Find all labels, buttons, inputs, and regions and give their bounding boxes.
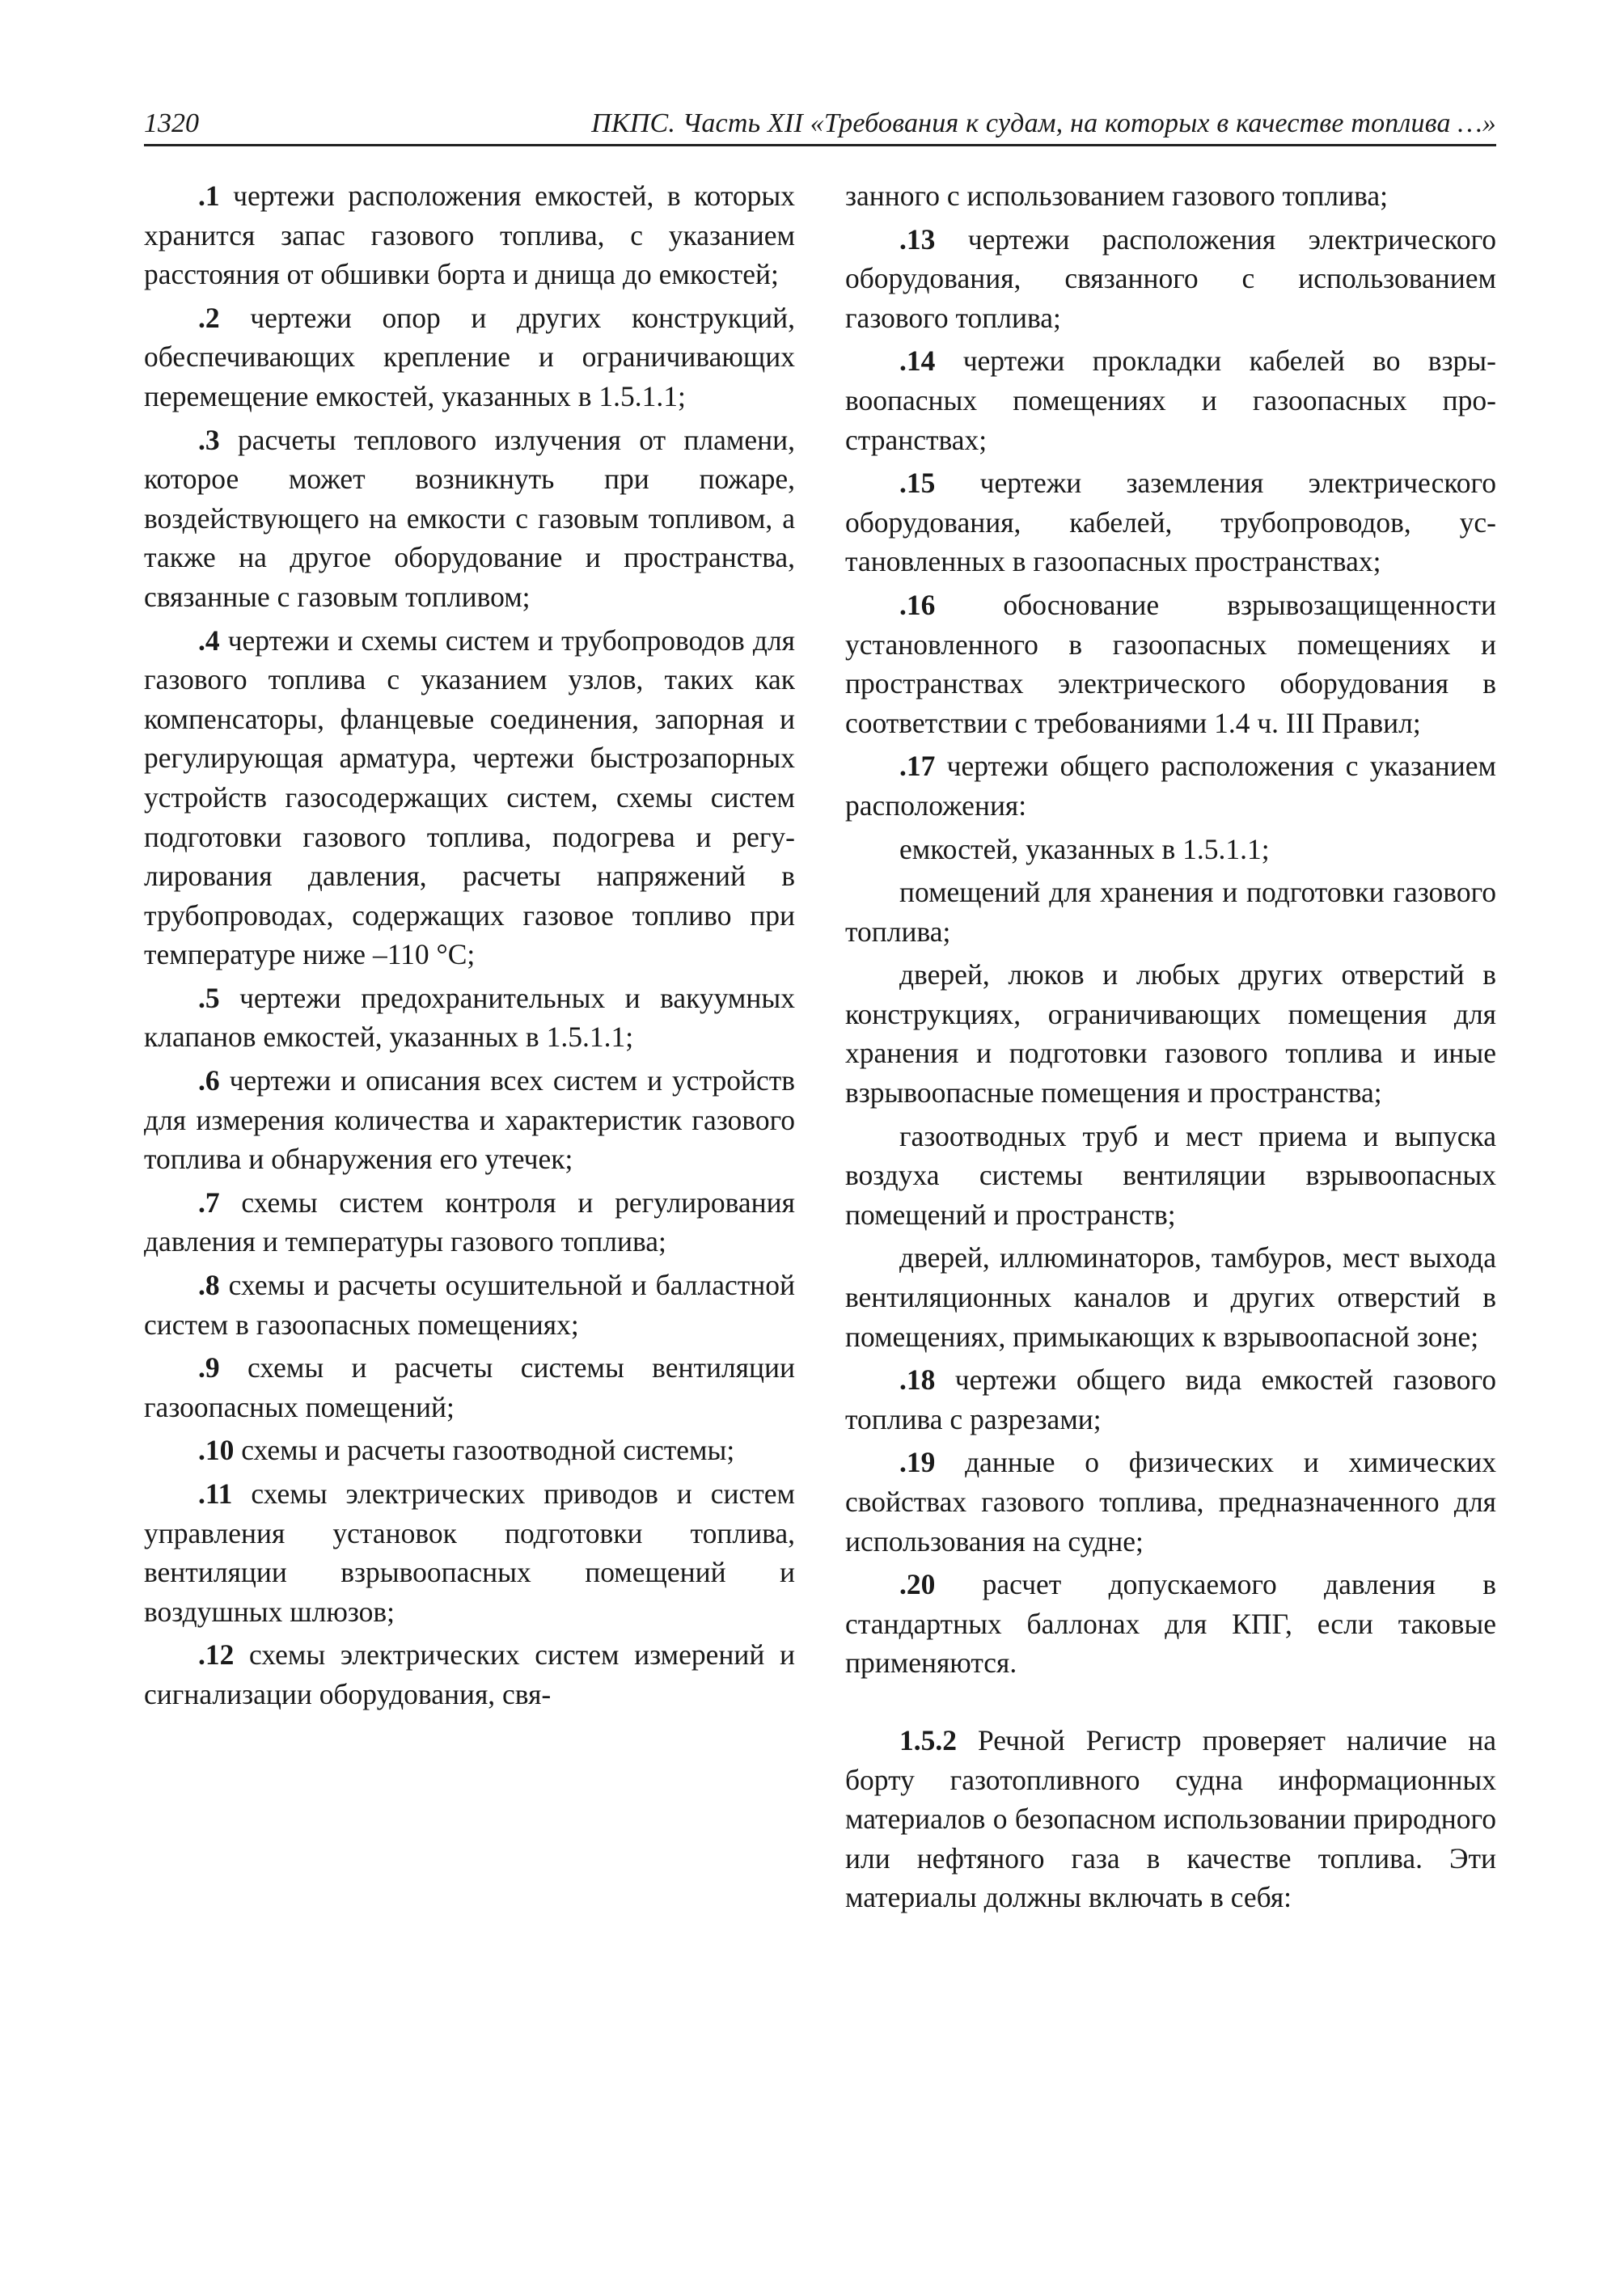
list-item: .12 схемы электрических систем измерений и сигнализации оборудования, свя- xyxy=(144,1638,795,1710)
sub-item: дверей, люков и любых других отверстий в конструкциях, ограничивающих помещения для хранения и подготовки газового топлива и иные взрывоопасные помещения и пространства; xyxy=(845,958,1496,1110)
left-column xyxy=(144,176,795,1718)
list-item: .8 схемы и расчеты осушительной и балластной систем в газоопасных помещениях; xyxy=(144,1269,795,1341)
list-item: .20 расчет допускаемого давления в стандартных баллонах для КПГ, если таковые применяются. xyxy=(845,1568,1496,1680)
sub-item: дверей, иллюминаторов, тамбуров, мест выхода вентиляционных каналов и других отверстий в помещениях, примыкающих к взрывоопасной зоне; xyxy=(845,1241,1496,1353)
page-number: 1320 xyxy=(144,108,199,138)
list-item: .5 чертежи предохранительных и вакуумных клапанов емкостей, указанных в 1.5.1.1; xyxy=(144,981,795,1054)
list-item: .15 чертежи заземления электрического оборудования, кабелей, трубопроводов, установленных в газоопасных пространствах; xyxy=(845,467,1496,578)
sub-item: емкостей, указанных в 1.5.1.1; xyxy=(899,832,1270,865)
list-item: .4 чертежи и схемы систем и трубопроводов для газового топлива с указанием узлов, таких как компенсаторы, фланцевые соединения, запорная и регулирующая арматура, чертежи быстрозапорных устройств газосодержащих систем, схемы систем подготовки газового топлива, подогрева и регулирования давления, расчеты напряжений в трубопроводах, содержащих газовое топливо при температуре ниже –110 °C; xyxy=(144,623,795,971)
running-title: ПКПС. Часть XII «Требования к судам, на которых в качестве топлива …» xyxy=(591,108,1496,138)
continuation-text: занного с использованием газового топлива; xyxy=(845,180,1388,212)
list-item: .14 чертежи прокладки кабелей во взрывоопасных помещениях и газоопасных пространствах; xyxy=(845,344,1496,456)
list-item: .16 обоснование взрывозащищенности установленного в газоопасных помещениях и пространствах электрического оборудования в соответствии с требованиями 1.4 ч. III Правил; xyxy=(845,588,1496,739)
list-item: .2 чертежи опор и других конструкций, обеспечивающих крепление и ограничивающих перемещение емкостей, указанных в 1.5.1.1; xyxy=(144,301,795,412)
list-item: .1 чертежи расположения емкостей, в которых хранится запас газового топлива, с указанием расстояния от обшивки борта и днища до емкостей; xyxy=(144,180,795,291)
list-item: .18 чертежи общего вида емкостей газового топлива с разрезами; xyxy=(845,1363,1496,1435)
right-column xyxy=(845,176,1496,1921)
list-item: .6 чертежи и описания всех систем и устройств для измерения количества и характеристик газового топлива и обнаружения его утечек; xyxy=(144,1064,795,1176)
list-item: .17 чертежи общего расположения с указанием расположения: xyxy=(845,750,1496,822)
list-item: .9 схемы и расчеты системы вентиляции газоопасных помещений; xyxy=(144,1351,795,1423)
list-item: .13 чертежи расположения электрического оборудования, связанного с использованием газового топлива; xyxy=(845,222,1496,334)
sub-item: газоотводных труб и мест приема и выпуска воздуха системы вентиляции взрывоопасных помещений и пространств; xyxy=(845,1119,1496,1231)
list-item: .7 схемы систем контроля и регулирования давления и температуры газового топлива; xyxy=(144,1186,795,1258)
list-item: .3 расчеты теплового излучения от пламени, которое может возникнуть при пожаре, воздействующего на емкости с газовым топливом, а также на другое оборудование и пространства, связанные с газовым топливом; xyxy=(144,423,795,613)
section-gap xyxy=(845,1687,1496,1721)
list-item: .10 схемы и расчеты газоотводной системы; xyxy=(198,1434,735,1467)
list-item: .11 схемы электрических приводов и систем управления установок подготовки топлива, вентиляции взрывоопасных помещений и воздушных шлюзов; xyxy=(144,1477,795,1628)
list-item: .19 данные о физических и химических свойствах газового топлива, предназначенного для использования на судне; xyxy=(845,1446,1496,1558)
section-paragraph: 1.5.2 Речной Регистр проверяет наличие на борту газотопливного судна информационных материалов о безопасном использовании природного или нефтяного газа в качестве топлива. Эти материалы должны включать в себя: xyxy=(845,1723,1496,1914)
page-header xyxy=(144,105,1496,146)
sub-item: помещений для хранения и подготовки газового топлива; xyxy=(845,876,1496,948)
